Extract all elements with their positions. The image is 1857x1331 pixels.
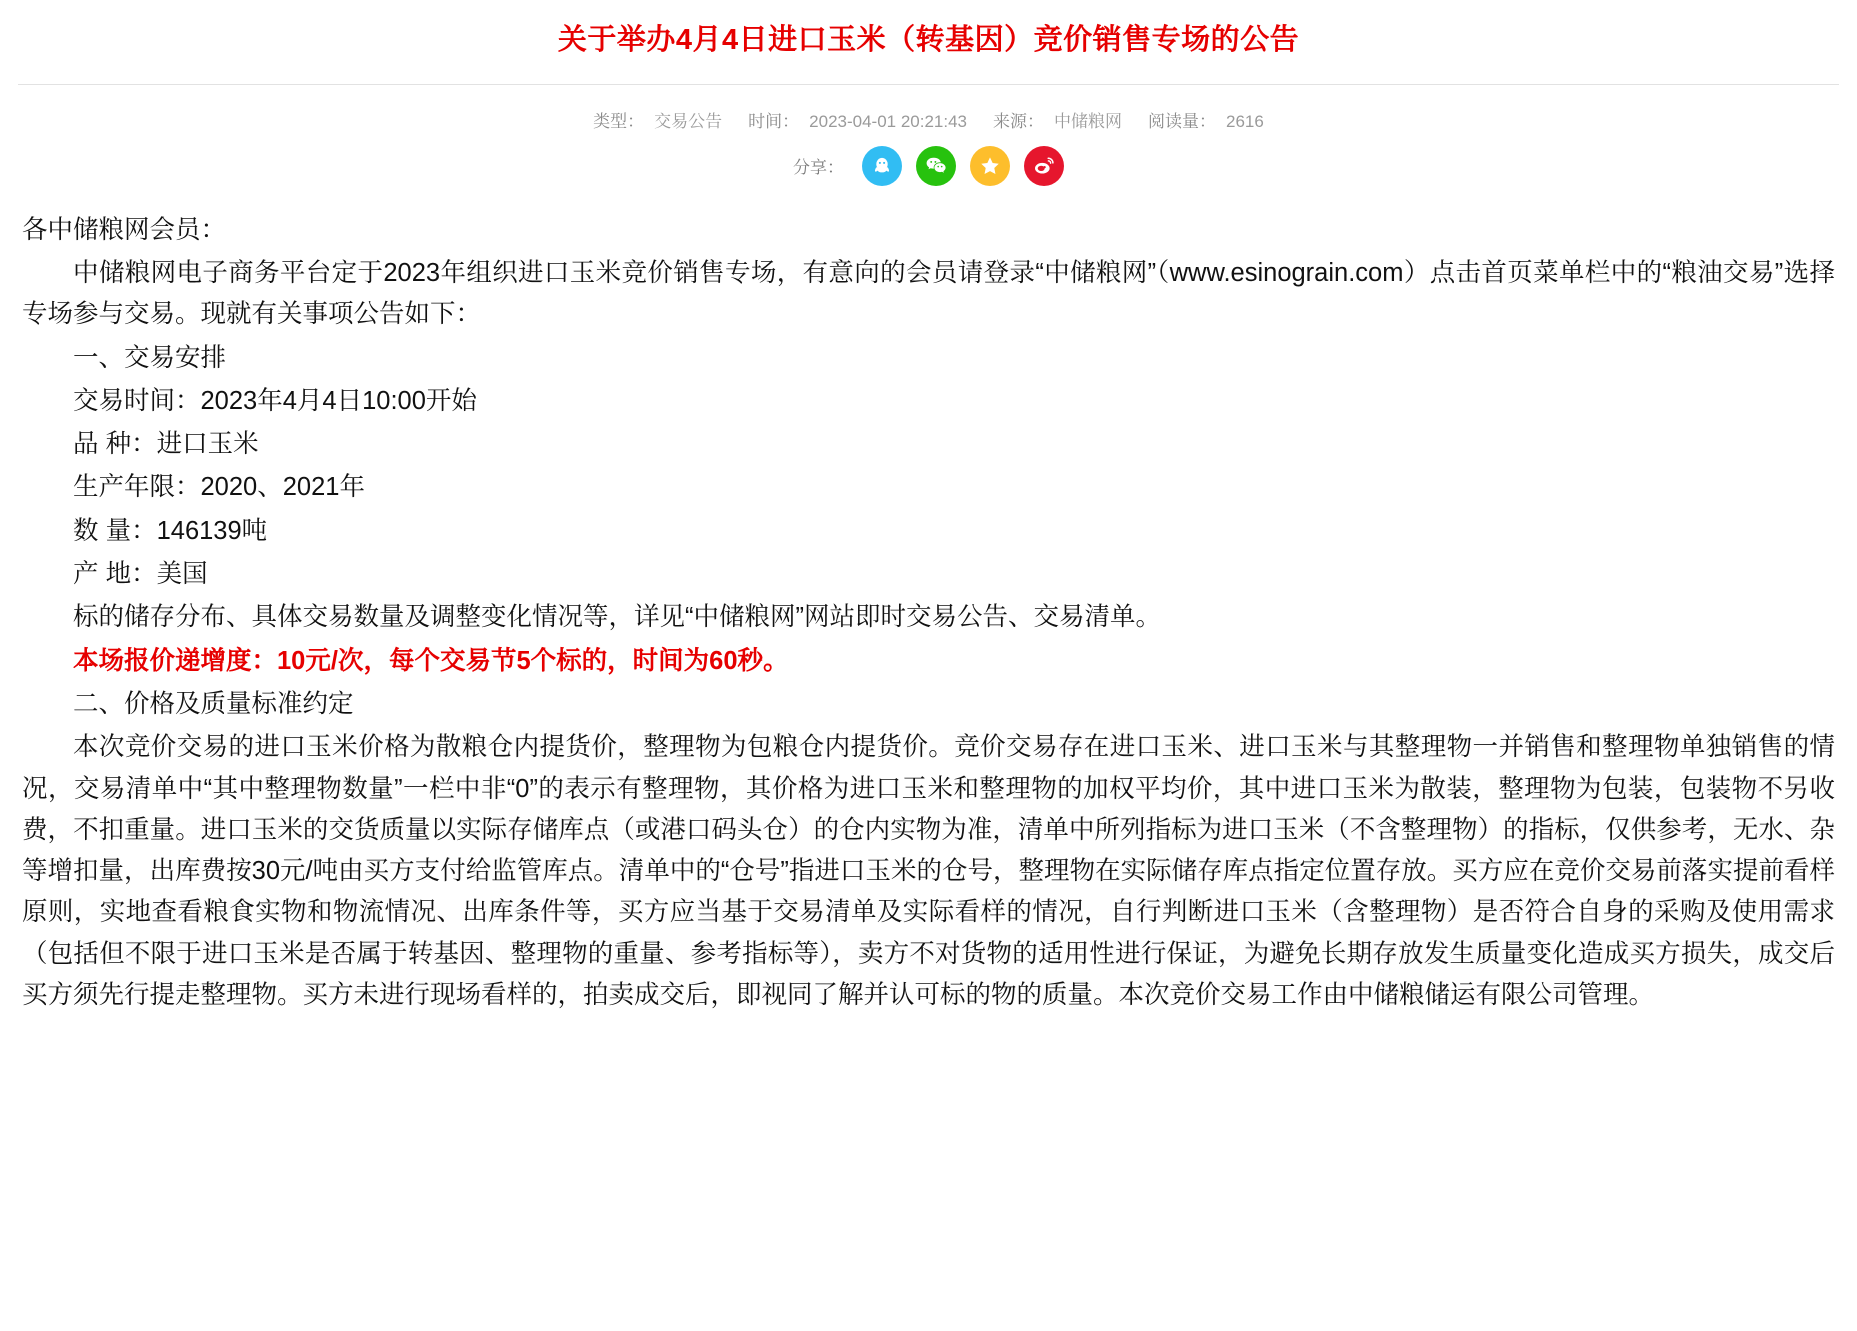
meta-source-label: 来源： xyxy=(993,111,1045,131)
meta-source xyxy=(993,107,1122,132)
document-body xyxy=(0,202,1857,1049)
production-year: 生产年限：2020、2021年 xyxy=(73,473,365,502)
meta-views xyxy=(1148,107,1264,132)
meta-source-value: 中储粮网 xyxy=(1054,111,1123,131)
wechat-icon[interactable] xyxy=(916,146,956,186)
trade-time: 交易时间：2023年4月4日10:00开始 xyxy=(73,386,477,415)
meta-info-row xyxy=(0,85,1857,136)
meta-views-label: 阅读量： xyxy=(1148,111,1217,131)
intro-paragraph: 中储粮网电子商务平台定于2023年组织进口玉米竞价销售专场，有意向的会员请登录“中储粮网”（www.esinograin.com）点击首页菜单栏中的“粮油交易”选择专场参与交易。现就有关事项公告如下： xyxy=(22,258,1835,329)
storage-note: 标的储存分布、具体交易数量及调整变化情况等，详见“中储粮网”网站即时交易公告、交易清单。 xyxy=(73,603,1161,632)
section-1-heading: 一、交易安排 xyxy=(73,343,227,372)
share-row xyxy=(0,136,1857,202)
origin: 产 地：美国 xyxy=(73,560,208,589)
title-bar xyxy=(0,0,1857,84)
meta-type xyxy=(593,107,722,132)
meta-type-label: 类型： xyxy=(593,111,645,131)
qzone-star-icon[interactable] xyxy=(970,146,1010,186)
meta-time-value: 2023-04-01 20:21:43 xyxy=(809,111,968,131)
qq-icon[interactable] xyxy=(862,146,902,186)
share-label: 分享： xyxy=(793,158,844,178)
bid-increment-note: 本场报价递增度：10元/次，每个交易节5个标的，时间为60秒。 xyxy=(73,646,789,675)
variety: 品 种：进口玉米 xyxy=(73,430,259,459)
page-title: 关于举办4月4日进口玉米（转基因）竞价销售专场的公告 xyxy=(557,24,1300,56)
meta-type-value: 交易公告 xyxy=(654,111,723,131)
quantity: 数 量：146139吨 xyxy=(73,516,268,545)
meta-time xyxy=(748,107,967,132)
meta-views-value: 2616 xyxy=(1226,111,1264,131)
salutation: 各中储粮网会员： xyxy=(22,215,227,244)
section-2-paragraph: 本次竞价交易的进口玉米价格为散粮仓内提货价，整理物为包粮仓内提货价。竞价交易存在进口玉米、进口玉米与其整理物一并销售和整理物单独销售的情况，交易清单中“其中整理物数量”一栏中非“0”的表示有整理物，其价格为进口玉米和整理物的加权平均价，其中进口玉米为散装，整理物为包装，包装物不另收费，不扣重量。进口玉米的交货质量以实际存储库点（或港口码头仓）的仓内实物为准，清单中所列指标为进口玉米（不含整理物）的指标，仅供参考，无水、杂等增扣量，出库费按30元/吨由买方支付给监管库点。清单中的“仓号”指进口玉米的仓号，整理物在实际储存库点指定位置存放。买方应在竞价交易前落实提前看样原则，实地查看粮食实物和物流情况、出库条件等，买方应当基于交易清单及实际看样的情况，自行判断进口玉米（含整理物）是否符合自身的采购及使用需求（包括但不限于进口玉米是否属于转基因、整理物的重量、参考指标等），卖方不对货物的适用性进行保证，为避免长期存放发生质量变化造成买方损失，成交后买方须先行提走整理物。买方未进行现场看样的，拍卖成交后，即视同了解并认可标的物的质量。本次竞价交易工作由中储粮储运有限公司管理。 xyxy=(22,733,1835,1010)
weibo-icon[interactable] xyxy=(1024,146,1064,186)
section-2-heading: 二、价格及质量标准约定 xyxy=(73,689,354,718)
meta-time-label: 时间： xyxy=(748,111,800,131)
